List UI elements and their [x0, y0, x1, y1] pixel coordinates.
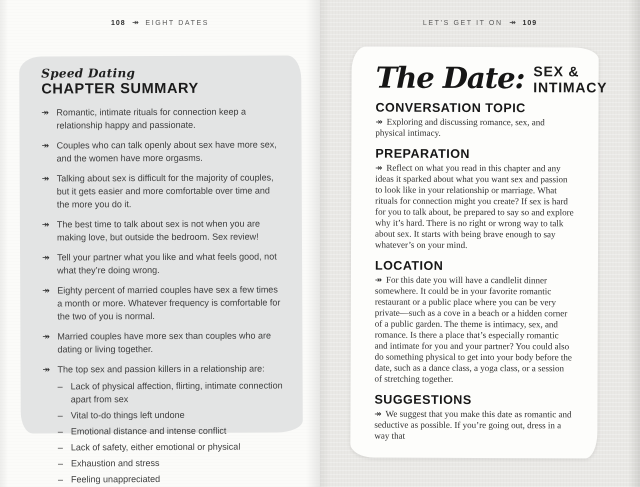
right-page-number: 109	[522, 20, 538, 27]
summary-sub-item-text: Vital to-do things left undone	[70, 409, 185, 420]
arrow-bullet-icon: ↠	[375, 116, 383, 127]
left-page-number: 108	[110, 20, 126, 27]
dash-bullet-icon: –	[58, 473, 64, 484]
arrow-bullet-icon: ↠	[375, 162, 383, 173]
summary-item	[41, 105, 281, 132]
summary-item	[42, 329, 282, 356]
section-heading: CONVERSATION TOPIC	[375, 100, 526, 116]
summary-sub-item-text: Emotional distance and intense conflict	[70, 425, 227, 436]
summary-item-text: Couples who can talk openly about sex have more sex, and the women have more orgasms.	[56, 139, 277, 164]
summary-item-text: The top sex and passion killers in a relationship are:	[57, 363, 265, 375]
arrow-separator-icon: ↠	[509, 18, 516, 27]
section	[375, 147, 574, 252]
summary-sub-item	[58, 424, 283, 437]
arrow-bullet-icon: ↠	[41, 140, 50, 151]
summary-sub-item	[58, 472, 283, 485]
dash-bullet-icon: –	[57, 409, 63, 420]
arrow-bullet-icon: ↠	[374, 274, 383, 285]
arrow-bullet-icon: ↠	[374, 408, 382, 419]
date-sections	[374, 101, 574, 443]
arrow-bullet-icon: ↠	[42, 285, 50, 296]
section-heading: PREPARATION	[375, 146, 470, 161]
summary-sub-item	[58, 456, 283, 469]
right-page	[320, 0, 640, 487]
right-running-head	[320, 18, 640, 27]
summary-sub-item	[58, 379, 283, 405]
chapter-summary-box	[19, 55, 303, 484]
arrow-bullet-icon: ↠	[42, 331, 50, 342]
arrow-bullet-icon: ↠	[42, 252, 50, 263]
summary-sub-list	[58, 379, 283, 485]
summary-sub-item-text: Feeling unappreciated	[71, 473, 161, 484]
summary-kicker: Speed Dating	[41, 66, 136, 81]
date-title	[375, 60, 608, 96]
summary-item-text: Eighty percent of married couples have sex a few times a month or more. Whatever frequency is comfortable for the two of you is normal.	[57, 284, 281, 322]
arrow-bullet-icon: ↠	[42, 364, 51, 375]
arrow-separator-icon: ↠	[132, 18, 139, 27]
dash-bullet-icon: –	[57, 381, 63, 392]
section	[375, 259, 574, 386]
date-card	[350, 47, 608, 459]
summary-item-text: Tell your partner what you like and what feels good, not what they’re doing wrong.	[57, 251, 277, 276]
section-body: ↠ Reflect on what you read in this chapter and any ideas it sparked about what you want sex and passion to look like in your relationship or marriage. What rituals for connection might you create? If sex is hard for you to talk about, be prepared to say so and explore why it’s hard. There is no right or wrong way to talk about sex. It starts with being brave enough to say whatever’s on your mind.	[375, 162, 574, 250]
summary-item	[42, 138, 282, 165]
book-title: EIGHT DATES	[145, 20, 210, 27]
summary-item	[43, 362, 284, 485]
summary-item	[42, 250, 282, 277]
arrow-bullet-icon: ↠	[41, 219, 50, 230]
section-body: ↠ We suggest that you make this date as romantic and seductive as possible. If you’re going out, dress in a way that	[374, 408, 572, 441]
section-body: ↠ Exploring and discussing romance, sex, and physical intimacy.	[375, 116, 545, 138]
summary-sub-item-text: Exhaustion and stress	[70, 457, 160, 468]
summary-sub-item-text: Lack of safety, either emotional or physical	[70, 441, 241, 452]
section	[374, 393, 573, 443]
summary-item	[42, 217, 282, 244]
summary-item	[42, 171, 282, 211]
date-topic-line2: INTIMACY	[533, 78, 608, 95]
date-title-topic	[533, 62, 607, 95]
section	[375, 101, 574, 140]
section-body: ↠ For this date you will have a candlelit dinner somewhere. It could be in your favorite romantic restaurant or a public place where you can be very private—such as a cove in a beach or a hidden corner of a public garden. The theme is intimacy, sex, and romance. Is there a place that’s especially romantic and intimate for you and your partner? You could also do something physical to get into your body before the date, such as a dance class, a yoga class, or a session of stretching together.	[374, 274, 572, 384]
dash-bullet-icon: –	[57, 441, 63, 452]
summary-list	[41, 105, 283, 485]
summary-item-text: Talking about sex is difficult for the majority of couples, but it gets easier and more comfortable over time and the more you do it.	[56, 172, 274, 210]
summary-sub-item	[58, 408, 283, 421]
date-topic-line1: SEX &	[533, 63, 580, 80]
arrow-bullet-icon: ↠	[41, 173, 50, 184]
left-running-head	[0, 18, 320, 27]
date-title-script: The Date:	[375, 60, 525, 96]
section-heading: SUGGESTIONS	[374, 392, 472, 407]
dash-bullet-icon: –	[57, 457, 63, 468]
summary-item	[42, 283, 282, 323]
summary-item-text: The best time to talk about sex is not when you are making love, but outside the bedroom. Sex review!	[56, 218, 261, 243]
summary-item-text: Married couples have more sex than couples who are dating or living together.	[57, 330, 272, 355]
summary-title: CHAPTER SUMMARY	[41, 80, 199, 98]
chapter-title: LET’S GET IT ON	[422, 20, 503, 27]
section-heading: LOCATION	[374, 258, 444, 273]
summary-sub-item-text: Lack of physical affection, flirting, intimate connection apart from sex	[70, 380, 283, 404]
summary-sub-item	[58, 440, 283, 453]
dash-bullet-icon: –	[57, 425, 63, 436]
summary-item-text: Romantic, intimate rituals for connection keep a relationship happy and passionate.	[56, 106, 247, 131]
arrow-bullet-icon: ↠	[41, 107, 49, 118]
